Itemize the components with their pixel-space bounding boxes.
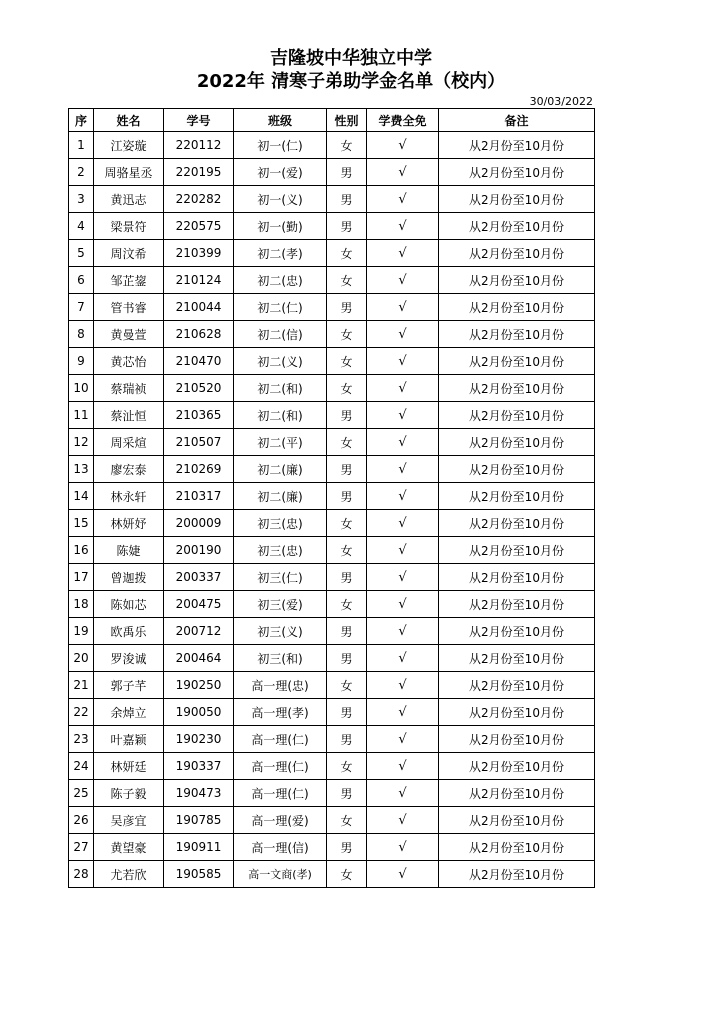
cell-name: 廖宏泰 bbox=[94, 456, 164, 483]
cell-class: 高一文商(孝) bbox=[234, 861, 327, 888]
cell-gender: 男 bbox=[327, 699, 367, 726]
cell-tuition-waiver: √ bbox=[367, 375, 439, 402]
cell-class: 初二(孝) bbox=[234, 240, 327, 267]
cell-gender: 男 bbox=[327, 483, 367, 510]
cell-tuition-waiver: √ bbox=[367, 159, 439, 186]
cell-student-id: 200190 bbox=[164, 537, 234, 564]
cell-class: 初二(和) bbox=[234, 375, 327, 402]
cell-remarks: 从2月份至10月份 bbox=[439, 429, 595, 456]
table-row bbox=[69, 159, 595, 186]
cell-name: 江姿璇 bbox=[94, 132, 164, 159]
cell-index: 1 bbox=[69, 132, 94, 159]
cell-name: 管书睿 bbox=[94, 294, 164, 321]
table-row bbox=[69, 429, 595, 456]
cell-gender: 女 bbox=[327, 537, 367, 564]
cell-index: 26 bbox=[69, 807, 94, 834]
cell-index: 7 bbox=[69, 294, 94, 321]
cell-class: 初二(和) bbox=[234, 402, 327, 429]
cell-tuition-waiver: √ bbox=[367, 429, 439, 456]
cell-gender: 女 bbox=[327, 132, 367, 159]
table-row bbox=[69, 267, 595, 294]
cell-gender: 女 bbox=[327, 807, 367, 834]
cell-class: 高一理(仁) bbox=[234, 753, 327, 780]
table-row bbox=[69, 483, 595, 510]
scholarship-table bbox=[68, 108, 595, 888]
table-row bbox=[69, 294, 595, 321]
cell-remarks: 从2月份至10月份 bbox=[439, 645, 595, 672]
cell-student-id: 190911 bbox=[164, 834, 234, 861]
cell-name: 叶嘉颖 bbox=[94, 726, 164, 753]
table-row bbox=[69, 375, 595, 402]
cell-class: 高一理(忠) bbox=[234, 672, 327, 699]
cell-index: 8 bbox=[69, 321, 94, 348]
header-student-id: 学号 bbox=[164, 109, 234, 132]
cell-remarks: 从2月份至10月份 bbox=[439, 186, 595, 213]
cell-class: 高一理(仁) bbox=[234, 780, 327, 807]
cell-student-id: 210520 bbox=[164, 375, 234, 402]
cell-index: 27 bbox=[69, 834, 94, 861]
cell-index: 19 bbox=[69, 618, 94, 645]
cell-class: 初三(和) bbox=[234, 645, 327, 672]
cell-gender: 男 bbox=[327, 564, 367, 591]
header-class: 班级 bbox=[234, 109, 327, 132]
cell-name: 陈如芯 bbox=[94, 591, 164, 618]
cell-name: 林永轩 bbox=[94, 483, 164, 510]
cell-class: 初二(忠) bbox=[234, 267, 327, 294]
cell-index: 9 bbox=[69, 348, 94, 375]
cell-name: 欧禹乐 bbox=[94, 618, 164, 645]
cell-tuition-waiver: √ bbox=[367, 699, 439, 726]
cell-name: 邹芷鋆 bbox=[94, 267, 164, 294]
table-row bbox=[69, 618, 595, 645]
cell-tuition-waiver: √ bbox=[367, 726, 439, 753]
cell-name: 陈婕 bbox=[94, 537, 164, 564]
cell-name: 余焯立 bbox=[94, 699, 164, 726]
cell-index: 20 bbox=[69, 645, 94, 672]
cell-index: 14 bbox=[69, 483, 94, 510]
cell-remarks: 从2月份至10月份 bbox=[439, 591, 595, 618]
cell-tuition-waiver: √ bbox=[367, 510, 439, 537]
cell-gender: 男 bbox=[327, 213, 367, 240]
cell-index: 21 bbox=[69, 672, 94, 699]
cell-student-id: 190785 bbox=[164, 807, 234, 834]
table-row bbox=[69, 699, 595, 726]
cell-student-id: 200475 bbox=[164, 591, 234, 618]
cell-student-id: 190337 bbox=[164, 753, 234, 780]
cell-index: 17 bbox=[69, 564, 94, 591]
cell-name: 蔡沚恒 bbox=[94, 402, 164, 429]
cell-name: 周采煊 bbox=[94, 429, 164, 456]
cell-remarks: 从2月份至10月份 bbox=[439, 672, 595, 699]
cell-name: 陈子毅 bbox=[94, 780, 164, 807]
table-row bbox=[69, 213, 595, 240]
cell-name: 罗浚诚 bbox=[94, 645, 164, 672]
cell-name: 黄芯怡 bbox=[94, 348, 164, 375]
document-date: 30/03/2022 bbox=[529, 95, 593, 108]
header-index: 序 bbox=[69, 109, 94, 132]
cell-student-id: 210044 bbox=[164, 294, 234, 321]
table-header-row bbox=[69, 109, 595, 132]
cell-name: 尤若欣 bbox=[94, 861, 164, 888]
table-row bbox=[69, 564, 595, 591]
cell-remarks: 从2月份至10月份 bbox=[439, 267, 595, 294]
header-name: 姓名 bbox=[94, 109, 164, 132]
cell-index: 28 bbox=[69, 861, 94, 888]
cell-remarks: 从2月份至10月份 bbox=[439, 807, 595, 834]
cell-tuition-waiver: √ bbox=[367, 321, 439, 348]
cell-index: 25 bbox=[69, 780, 94, 807]
cell-tuition-waiver: √ bbox=[367, 591, 439, 618]
cell-gender: 男 bbox=[327, 456, 367, 483]
cell-student-id: 190250 bbox=[164, 672, 234, 699]
header-tuition-waiver: 学费全免 bbox=[367, 109, 439, 132]
cell-remarks: 从2月份至10月份 bbox=[439, 456, 595, 483]
cell-tuition-waiver: √ bbox=[367, 483, 439, 510]
cell-index: 24 bbox=[69, 753, 94, 780]
cell-gender: 男 bbox=[327, 186, 367, 213]
cell-class: 初一(仁) bbox=[234, 132, 327, 159]
cell-remarks: 从2月份至10月份 bbox=[439, 753, 595, 780]
cell-gender: 女 bbox=[327, 321, 367, 348]
cell-remarks: 从2月份至10月份 bbox=[439, 618, 595, 645]
cell-class: 初三(义) bbox=[234, 618, 327, 645]
cell-class: 初一(爱) bbox=[234, 159, 327, 186]
cell-tuition-waiver: √ bbox=[367, 564, 439, 591]
table-row bbox=[69, 537, 595, 564]
cell-student-id: 190050 bbox=[164, 699, 234, 726]
table-row bbox=[69, 834, 595, 861]
cell-remarks: 从2月份至10月份 bbox=[439, 780, 595, 807]
table-row bbox=[69, 240, 595, 267]
cell-gender: 男 bbox=[327, 294, 367, 321]
cell-remarks: 从2月份至10月份 bbox=[439, 132, 595, 159]
cell-index: 2 bbox=[69, 159, 94, 186]
cell-remarks: 从2月份至10月份 bbox=[439, 510, 595, 537]
cell-gender: 男 bbox=[327, 618, 367, 645]
cell-tuition-waiver: √ bbox=[367, 456, 439, 483]
cell-tuition-waiver: √ bbox=[367, 186, 439, 213]
cell-tuition-waiver: √ bbox=[367, 132, 439, 159]
cell-remarks: 从2月份至10月份 bbox=[439, 159, 595, 186]
cell-gender: 女 bbox=[327, 591, 367, 618]
cell-name: 黄迅志 bbox=[94, 186, 164, 213]
cell-remarks: 从2月份至10月份 bbox=[439, 213, 595, 240]
cell-index: 22 bbox=[69, 699, 94, 726]
cell-student-id: 220112 bbox=[164, 132, 234, 159]
cell-student-id: 210269 bbox=[164, 456, 234, 483]
cell-student-id: 210399 bbox=[164, 240, 234, 267]
cell-remarks: 从2月份至10月份 bbox=[439, 321, 595, 348]
cell-student-id: 210365 bbox=[164, 402, 234, 429]
cell-tuition-waiver: √ bbox=[367, 753, 439, 780]
cell-name: 吴彦宜 bbox=[94, 807, 164, 834]
table-row bbox=[69, 402, 595, 429]
cell-gender: 男 bbox=[327, 780, 367, 807]
cell-index: 12 bbox=[69, 429, 94, 456]
cell-class: 初一(义) bbox=[234, 186, 327, 213]
cell-class: 初二(义) bbox=[234, 348, 327, 375]
table-row bbox=[69, 510, 595, 537]
cell-index: 18 bbox=[69, 591, 94, 618]
cell-remarks: 从2月份至10月份 bbox=[439, 537, 595, 564]
cell-name: 黄曼萱 bbox=[94, 321, 164, 348]
cell-student-id: 200712 bbox=[164, 618, 234, 645]
cell-gender: 女 bbox=[327, 510, 367, 537]
table-row bbox=[69, 753, 595, 780]
cell-name: 林妍妤 bbox=[94, 510, 164, 537]
document-title: 2022年 清寒子弟助学金名单（校内） bbox=[196, 71, 506, 92]
table-row bbox=[69, 672, 595, 699]
cell-student-id: 200464 bbox=[164, 645, 234, 672]
table-row bbox=[69, 726, 595, 753]
table-row bbox=[69, 807, 595, 834]
table-row bbox=[69, 780, 595, 807]
cell-gender: 女 bbox=[327, 375, 367, 402]
cell-tuition-waiver: √ bbox=[367, 834, 439, 861]
table-row bbox=[69, 645, 595, 672]
cell-student-id: 210628 bbox=[164, 321, 234, 348]
cell-name: 周汶希 bbox=[94, 240, 164, 267]
cell-student-id: 210317 bbox=[164, 483, 234, 510]
cell-remarks: 从2月份至10月份 bbox=[439, 375, 595, 402]
cell-tuition-waiver: √ bbox=[367, 240, 439, 267]
cell-student-id: 210470 bbox=[164, 348, 234, 375]
cell-tuition-waiver: √ bbox=[367, 807, 439, 834]
cell-tuition-waiver: √ bbox=[367, 402, 439, 429]
cell-class: 初三(仁) bbox=[234, 564, 327, 591]
cell-student-id: 190230 bbox=[164, 726, 234, 753]
cell-gender: 女 bbox=[327, 753, 367, 780]
header-gender: 性别 bbox=[327, 109, 367, 132]
cell-gender: 女 bbox=[327, 267, 367, 294]
cell-name: 郭子芊 bbox=[94, 672, 164, 699]
cell-class: 初一(勤) bbox=[234, 213, 327, 240]
cell-gender: 男 bbox=[327, 402, 367, 429]
cell-name: 曾迦拨 bbox=[94, 564, 164, 591]
cell-remarks: 从2月份至10月份 bbox=[439, 483, 595, 510]
cell-tuition-waiver: √ bbox=[367, 213, 439, 240]
table-row bbox=[69, 348, 595, 375]
cell-class: 高一理(孝) bbox=[234, 699, 327, 726]
cell-student-id: 220282 bbox=[164, 186, 234, 213]
cell-remarks: 从2月份至10月份 bbox=[439, 834, 595, 861]
cell-index: 4 bbox=[69, 213, 94, 240]
cell-gender: 男 bbox=[327, 159, 367, 186]
cell-gender: 男 bbox=[327, 645, 367, 672]
cell-remarks: 从2月份至10月份 bbox=[439, 564, 595, 591]
cell-name: 蔡瑞祯 bbox=[94, 375, 164, 402]
cell-student-id: 200009 bbox=[164, 510, 234, 537]
cell-class: 初二(平) bbox=[234, 429, 327, 456]
cell-class: 初三(忠) bbox=[234, 510, 327, 537]
cell-tuition-waiver: √ bbox=[367, 537, 439, 564]
cell-gender: 女 bbox=[327, 240, 367, 267]
cell-class: 初三(忠) bbox=[234, 537, 327, 564]
cell-class: 高一理(爱) bbox=[234, 807, 327, 834]
cell-tuition-waiver: √ bbox=[367, 645, 439, 672]
cell-remarks: 从2月份至10月份 bbox=[439, 726, 595, 753]
cell-index: 3 bbox=[69, 186, 94, 213]
cell-gender: 女 bbox=[327, 348, 367, 375]
cell-index: 11 bbox=[69, 402, 94, 429]
cell-tuition-waiver: √ bbox=[367, 780, 439, 807]
cell-remarks: 从2月份至10月份 bbox=[439, 348, 595, 375]
school-name: 吉隆坡中华独立中学 bbox=[270, 48, 432, 69]
cell-class: 初二(廉) bbox=[234, 483, 327, 510]
cell-class: 初二(信) bbox=[234, 321, 327, 348]
cell-index: 13 bbox=[69, 456, 94, 483]
cell-index: 16 bbox=[69, 537, 94, 564]
cell-index: 15 bbox=[69, 510, 94, 537]
cell-gender: 女 bbox=[327, 429, 367, 456]
cell-student-id: 190473 bbox=[164, 780, 234, 807]
cell-tuition-waiver: √ bbox=[367, 861, 439, 888]
table-row bbox=[69, 321, 595, 348]
cell-student-id: 200337 bbox=[164, 564, 234, 591]
table-row bbox=[69, 132, 595, 159]
cell-name: 黄望豪 bbox=[94, 834, 164, 861]
table-row bbox=[69, 591, 595, 618]
cell-index: 23 bbox=[69, 726, 94, 753]
cell-student-id: 210124 bbox=[164, 267, 234, 294]
cell-index: 10 bbox=[69, 375, 94, 402]
cell-class: 高一理(信) bbox=[234, 834, 327, 861]
cell-index: 5 bbox=[69, 240, 94, 267]
table-row bbox=[69, 456, 595, 483]
cell-gender: 男 bbox=[327, 834, 367, 861]
cell-student-id: 220195 bbox=[164, 159, 234, 186]
cell-tuition-waiver: √ bbox=[367, 267, 439, 294]
cell-remarks: 从2月份至10月份 bbox=[439, 402, 595, 429]
cell-remarks: 从2月份至10月份 bbox=[439, 294, 595, 321]
table-row bbox=[69, 186, 595, 213]
cell-student-id: 210507 bbox=[164, 429, 234, 456]
cell-tuition-waiver: √ bbox=[367, 348, 439, 375]
cell-name: 周骆星丞 bbox=[94, 159, 164, 186]
cell-remarks: 从2月份至10月份 bbox=[439, 699, 595, 726]
cell-student-id: 220575 bbox=[164, 213, 234, 240]
cell-gender: 女 bbox=[327, 672, 367, 699]
cell-tuition-waiver: √ bbox=[367, 672, 439, 699]
cell-remarks: 从2月份至10月份 bbox=[439, 861, 595, 888]
cell-gender: 女 bbox=[327, 861, 367, 888]
cell-class: 高一理(仁) bbox=[234, 726, 327, 753]
cell-name: 梁景符 bbox=[94, 213, 164, 240]
cell-student-id: 190585 bbox=[164, 861, 234, 888]
cell-gender: 男 bbox=[327, 726, 367, 753]
table-row bbox=[69, 861, 595, 888]
cell-tuition-waiver: √ bbox=[367, 618, 439, 645]
cell-class: 初三(爱) bbox=[234, 591, 327, 618]
cell-remarks: 从2月份至10月份 bbox=[439, 240, 595, 267]
cell-class: 初二(仁) bbox=[234, 294, 327, 321]
cell-tuition-waiver: √ bbox=[367, 294, 439, 321]
cell-index: 6 bbox=[69, 267, 94, 294]
cell-class: 初二(廉) bbox=[234, 456, 327, 483]
header-remarks: 备注 bbox=[439, 109, 595, 132]
cell-name: 林妍廷 bbox=[94, 753, 164, 780]
table-body bbox=[69, 132, 595, 888]
